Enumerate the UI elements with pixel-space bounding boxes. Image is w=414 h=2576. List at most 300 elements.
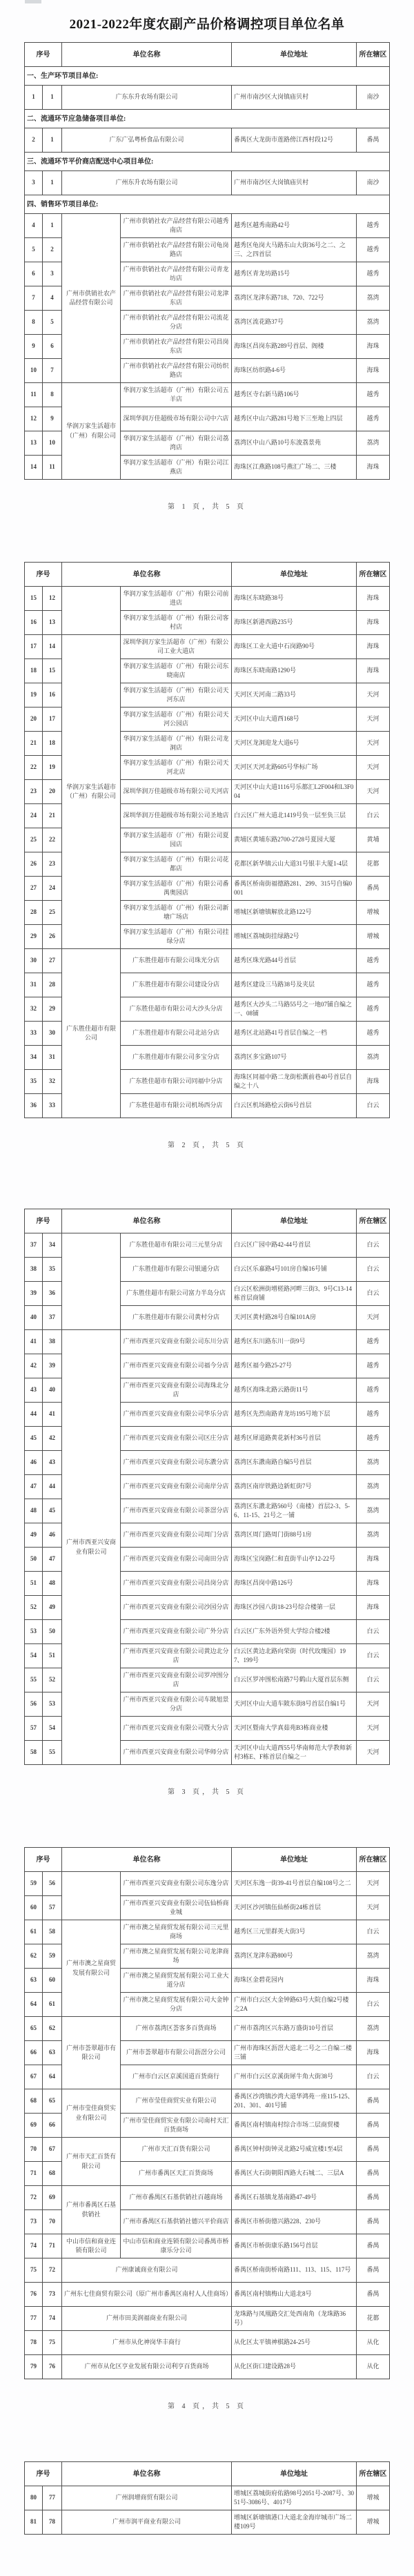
cell-district: 天河 [357, 1896, 390, 1920]
cell-group-name: 华润万家生活超市（广州）有限公司 [62, 635, 121, 949]
cell-seq2: 60 [43, 1969, 62, 1993]
cell-district: 天河 [357, 1872, 390, 1896]
cell-unit-address: 海珠区同福中路二龙街松溉前巷40号首层自编之十八 [232, 1070, 357, 1094]
cell-unit-address: 番禺区大龙街市莲路傍江西村段12号 [232, 128, 357, 153]
cell-unit-name: 深圳华润万佳超级市场有限公司圣地店 [121, 804, 232, 828]
cell-seq2: 54 [43, 1717, 62, 1741]
cell-seq: 27 [25, 877, 43, 901]
cell-seq2: 57 [43, 1896, 62, 1920]
cell-seq2: 69 [43, 2186, 62, 2210]
table-row [25, 2234, 390, 2258]
cell-unit-address: 番禺区南村镇南村综合市场二层商贸楼 [232, 2114, 357, 2138]
cell-seq: 40 [25, 1306, 43, 1330]
cell-seq2: 75 [43, 2331, 62, 2355]
cell-unit-name: 广东胜佳超市有限公司机场西分店 [121, 1094, 232, 1118]
cell-group-name: 广州市澳之星商贸发展有限公司 [62, 1920, 121, 2017]
units-table-page-3 [24, 1209, 390, 1765]
cell-unit-address: 白云区黄边北路向荣街（时代玫瑰园）197、199号 [232, 1644, 357, 1668]
scan-artifact [25, 0, 41, 3]
cell-district: 海珠 [357, 359, 390, 383]
cell-seq: 3 [25, 171, 43, 195]
cell-seq2: 70 [43, 2210, 62, 2234]
cell-seq2: 26 [43, 925, 62, 949]
section-row [25, 153, 390, 171]
cell-seq2: 33 [43, 1094, 62, 1118]
table-row [25, 949, 390, 973]
cell-seq2: 76 [43, 2355, 62, 2379]
cell-district: 天河 [357, 1306, 390, 1330]
cell-seq: 80 [25, 2486, 43, 2510]
cell-seq2: 67 [43, 2138, 62, 2162]
cell-district: 荔湾 [357, 1499, 390, 1523]
cell-group-name: 广州市荟翠超市有限公司 [62, 2017, 121, 2089]
cell-unit-address: 天河区东逸一街39-41号首层自编108号之二 [232, 1872, 357, 1896]
cell-unit-address: 天河区龙洞迎龙大道6号 [232, 732, 357, 756]
cell-district: 天河 [357, 756, 390, 780]
cell-unit-address: 白云区罗冲围松南路7号鹤山大厦首层东侧 [232, 1668, 357, 1692]
cell-seq2: 51 [43, 1644, 62, 1668]
units-table-page-5 [24, 2461, 390, 2535]
cell-unit-address: 番禺区钟村街钟灵北路2号威宜楼1至4层 [232, 2138, 357, 2162]
table-row [25, 1330, 390, 1354]
cell-group-name [62, 1872, 121, 1920]
cell-seq: 67 [25, 2065, 43, 2089]
cell-seq: 45 [25, 1427, 43, 1451]
cell-district: 白云 [357, 1620, 390, 1644]
cell-district: 荔湾 [357, 1451, 390, 1475]
table-row [25, 383, 390, 407]
cell-seq: 6 [25, 262, 43, 286]
cell-unit-name: 广东广弘粤桥食品有限公司 [62, 128, 232, 153]
cell-district: 海珠 [357, 1572, 390, 1596]
cell-seq: 37 [25, 1233, 43, 1258]
cell-seq2: 24 [43, 877, 62, 901]
cell-unit-address: 海珠区东晓南路1290号 [232, 659, 357, 683]
cell-seq2: 3 [43, 262, 62, 286]
cell-district: 越秀 [357, 1403, 390, 1427]
cell-seq: 70 [25, 2138, 43, 2162]
cell-unit-name: 华润万家生活超市（广州）有限公司新塘广场店 [121, 901, 232, 925]
cell-unit-address: 番禺区石基镇龙基南路47-49号 [232, 2186, 357, 2210]
page-footer: 第 1 页，共 5 页 [168, 503, 246, 511]
cell-seq2: 9 [43, 407, 62, 431]
cell-seq2: 15 [43, 659, 62, 683]
cell-unit-address: 越秀区大沙头二马路55号之一地07铺自编之一、08铺 [232, 997, 357, 1022]
cell-district: 海珠 [357, 587, 390, 611]
cell-unit-name: 华润万家生活超市（广州）有限公司东晓南店 [121, 659, 232, 683]
cell-district: 花都 [357, 852, 390, 877]
cell-seq2: 68 [43, 2162, 62, 2186]
cell-unit-address: 白云区广园中路42-44号首层 [232, 1233, 357, 1258]
cell-seq: 56 [25, 1692, 43, 1717]
cell-seq2: 4 [43, 286, 62, 311]
cell-seq: 52 [25, 1596, 43, 1620]
cell-district: 越秀 [357, 1378, 390, 1403]
cell-seq2: 59 [43, 1944, 62, 1969]
col-header-name: 单位名称 [62, 43, 232, 67]
table-row [25, 2331, 390, 2355]
table-row [25, 214, 390, 238]
cell-unit-name: 广州市田美润福商业有限公司 [62, 2307, 232, 2331]
cell-unit-name: 广州市西亚兴安商业有限公司昌岗分店 [121, 1572, 232, 1596]
cell-district: 海珠 [357, 1070, 390, 1094]
cell-unit-address: 番禺区市桥街康乐路156号首层 [232, 2234, 357, 2258]
units-table-page-1 [24, 42, 390, 480]
cell-seq2: 27 [43, 949, 62, 973]
cell-seq: 75 [25, 2258, 43, 2283]
cell-unit-address: 越秀区中山六路281号地下三至地上四层 [232, 407, 357, 431]
cell-unit-name: 广州市供销社农产品经营有限公司龙津东店 [121, 286, 232, 311]
cell-seq2: 44 [43, 1475, 62, 1499]
cell-district: 天河 [357, 780, 390, 804]
cell-seq: 24 [25, 804, 43, 828]
cell-seq2: 38 [43, 1330, 62, 1354]
cell-district: 番禺 [357, 2234, 390, 2258]
cell-seq2: 39 [43, 1354, 62, 1378]
cell-unit-address: 荔湾区多宝路107号 [232, 1046, 357, 1070]
col-header-district: 所在辖区 [357, 2462, 390, 2486]
cell-seq2: 42 [43, 1427, 62, 1451]
cell-seq2: 17 [43, 708, 62, 732]
cell-seq: 9 [25, 335, 43, 359]
cell-district: 越秀 [357, 262, 390, 286]
cell-unit-address: 越秀区青龙坊路15号 [232, 262, 357, 286]
cell-unit-name: 广州市澳之星商贸发展有限公司龙津商场 [121, 1944, 232, 1969]
cell-seq: 33 [25, 1022, 43, 1046]
col-header-district: 所在辖区 [357, 43, 390, 67]
cell-unit-name: 广州市西亚兴安商业有限公司东漖分店 [121, 1451, 232, 1475]
cell-district: 番禺 [357, 2162, 390, 2186]
pages-container [0, 42, 414, 2535]
cell-unit-address: 荔湾区南岸铁路边新虹街7号 [232, 1475, 357, 1499]
cell-district: 越秀 [357, 1427, 390, 1451]
cell-seq: 25 [25, 828, 43, 852]
cell-district: 白云 [357, 1233, 390, 1258]
cell-seq2: 13 [43, 611, 62, 635]
cell-unit-name: 广州市从化区亨业发展有限公司利亨百货商场 [62, 2355, 232, 2379]
cell-unit-address: 从化区太平镇神棋路24-25号 [232, 2331, 357, 2355]
cell-seq: 48 [25, 1499, 43, 1523]
cell-unit-name: 华润万家生活超市（广州）有限公司前进店 [121, 587, 232, 611]
table-row [25, 1233, 390, 1258]
cell-seq2: 71 [43, 2234, 62, 2258]
cell-seq2: 50 [43, 1620, 62, 1644]
cell-unit-name: 华润万家生活超市（广州）有限公司挂绿分店 [121, 925, 232, 949]
cell-group-name: 广州市番禺区石基供销社 [62, 2186, 121, 2234]
cell-seq: 21 [25, 732, 43, 756]
cell-district: 南沙 [357, 171, 390, 195]
cell-seq2: 41 [43, 1403, 62, 1427]
cell-unit-address: 天河区中山大道车陂东街8号首层自编1号 [232, 1692, 357, 1717]
cell-unit-address: 越秀区三元里群英大街3号 [232, 1920, 357, 1944]
cell-unit-name: 广州市西亚兴安商业有限公司暨大分店 [121, 1717, 232, 1741]
section-row [25, 67, 390, 86]
cell-seq: 63 [25, 1969, 43, 1993]
cell-unit-address: 越秀区珠光路44号首层 [232, 949, 357, 973]
cell-seq: 49 [25, 1523, 43, 1548]
cell-unit-address: 番禺区市桥街德兴路228、230号 [232, 2210, 357, 2234]
cell-seq: 66 [25, 2041, 43, 2065]
cell-seq2: 53 [43, 1692, 62, 1717]
cell-unit-address: 番禺区桥南街桥南路111、113、115、117号 [232, 2258, 357, 2283]
cell-seq: 81 [25, 2510, 43, 2535]
cell-seq: 74 [25, 2234, 43, 2258]
cell-unit-address: 黄埔区黄埔东路2700-2728号夏园大厦 [232, 828, 357, 852]
cell-district: 花都 [357, 2307, 390, 2331]
cell-seq: 53 [25, 1620, 43, 1644]
units-table-page-4 [24, 1847, 390, 2379]
cell-district: 越秀 [357, 949, 390, 973]
cell-seq: 46 [25, 1451, 43, 1475]
cell-seq: 73 [25, 2210, 43, 2234]
col-header-address: 单位地址 [232, 43, 357, 67]
cell-seq: 7 [25, 286, 43, 311]
cell-seq: 18 [25, 659, 43, 683]
cell-unit-name: 广州市供销社农产品经营有限公司纺织路店 [121, 359, 232, 383]
cell-unit-name: 华润万家生活超市（广州）有限公司天河东店 [121, 683, 232, 708]
cell-unit-address: 越秀区建设三马路38号及夹层 [232, 973, 357, 997]
cell-seq: 47 [25, 1475, 43, 1499]
cell-seq2: 21 [43, 804, 62, 828]
cell-unit-name: 广州市西亚兴安商业有限公司罗冲围分店 [121, 1668, 232, 1692]
cell-unit-address: 广州市南沙区大岗镇庙贝村 [232, 171, 357, 195]
cell-district: 从化 [357, 2355, 390, 2379]
col-header-address: 单位地址 [232, 2462, 357, 2486]
cell-seq: 65 [25, 2017, 43, 2041]
cell-district: 海珠 [357, 659, 390, 683]
cell-unit-name: 广州市天汇百货有限公司 [121, 2138, 232, 2162]
cell-unit-name: 广东胜佳超市有限公司三元里分店 [121, 1233, 232, 1258]
cell-unit-address: 白云区机场路桧云街6号首层 [232, 1094, 357, 1118]
cell-district: 白云 [357, 1258, 390, 1282]
cell-unit-address: 白云区广州大道北1419号负一层至负三层 [232, 804, 357, 828]
col-header-address: 单位地址 [232, 1209, 357, 1233]
header-row [25, 563, 390, 587]
cell-unit-address: 番禺区大石街朝阳西路大石城二、三层A [232, 2162, 357, 2186]
cell-district: 南沙 [357, 86, 390, 110]
section-title: 四、销售环节项目单位: [25, 195, 390, 214]
cell-unit-name: 广州市番禺区天汇百货商场 [121, 2162, 232, 2186]
cell-unit-address: 广州市荔湾区兴东路万盛街10号首层 [232, 2017, 357, 2041]
cell-seq: 12 [25, 407, 43, 431]
cell-unit-address: 广州市南沙区大岗镇庙贝村 [232, 86, 357, 110]
col-header-no: 序号 [25, 1848, 62, 1872]
cell-unit-name: 广州市西亚兴安商业有限公司福今分店 [121, 1354, 232, 1378]
col-header-name: 单位名称 [62, 1209, 232, 1233]
cell-unit-name: 广东胜佳超市有限公司同福中分店 [121, 1070, 232, 1094]
cell-district: 荔湾 [357, 1944, 390, 1969]
cell-seq: 34 [25, 1046, 43, 1070]
cell-unit-name: 华润万家生活超市（广州）有限公司五羊店 [121, 383, 232, 407]
cell-seq: 79 [25, 2355, 43, 2379]
cell-seq: 31 [25, 973, 43, 997]
cell-unit-name: 广东东升农场有限公司 [62, 86, 232, 110]
cell-district: 增城 [357, 901, 390, 925]
cell-district: 天河 [357, 732, 390, 756]
cell-district: 番禺 [357, 128, 390, 153]
cell-district: 白云 [357, 1094, 390, 1118]
cell-unit-address: 海珠区沙园八街18-23号综合楼第一层 [232, 1596, 357, 1620]
cell-unit-name: 广州市西亚兴安商业有限公司南田分店 [121, 1548, 232, 1572]
cell-group-name: 广州市西亚兴安商业有限公司 [62, 1330, 121, 1765]
cell-unit-name: 广州东升农场有限公司 [62, 171, 232, 195]
cell-district: 从化 [357, 2331, 390, 2355]
cell-seq2: 34 [43, 1233, 62, 1258]
page-footer: 第 2 页，共 5 页 [168, 1142, 246, 1149]
cell-district: 荔湾 [357, 1046, 390, 1070]
cell-seq: 4 [25, 214, 43, 238]
section-row [25, 195, 390, 214]
col-header-address: 单位地址 [232, 563, 357, 587]
page-footer: 第 4 页，共 5 页 [168, 2403, 246, 2410]
cell-unit-address: 龙珠路与凤凰路交汇处西南角（龙珠路36号） [232, 2307, 357, 2331]
cell-unit-address: 荔湾区龙津东路718、720、722号 [232, 286, 357, 311]
cell-unit-name: 深圳华润万佳超级市场有限公司中六店 [121, 407, 232, 431]
cell-district: 越秀 [357, 973, 390, 997]
cell-district: 番禺 [357, 2186, 390, 2210]
cell-district: 番禺 [357, 877, 390, 901]
cell-unit-name: 广州市荔湾区荟客多百货商场 [121, 2017, 232, 2041]
cell-unit-name: 广州市西亚兴安商业有限公司车陂旭景分店 [121, 1692, 232, 1717]
cell-unit-name: 广州市荟翠超市有限公司沥滘分公司 [121, 2041, 232, 2065]
cell-unit-address: 海珠区昌岗中路126号 [232, 1572, 357, 1596]
cell-group-name [62, 587, 121, 635]
cell-seq2: 37 [43, 1306, 62, 1330]
cell-seq2: 72 [43, 2258, 62, 2283]
cell-district: 黄埔 [357, 828, 390, 852]
cell-seq2: 36 [43, 1282, 62, 1306]
cell-seq: 13 [25, 431, 43, 456]
cell-unit-address: 从化区街口建设路28号 [232, 2355, 357, 2379]
cell-unit-address: 广州市海珠区沥滘大道北二号之二自编二楼三铺 [232, 2041, 357, 2065]
cell-seq2: 10 [43, 431, 62, 456]
cell-unit-name: 华润万家生活超市（广州）有限公司荔湾店 [121, 431, 232, 456]
section-title: 一、生产环节项目单位: [25, 67, 390, 86]
cell-seq2: 28 [43, 973, 62, 997]
cell-seq: 77 [25, 2307, 43, 2331]
cell-seq: 38 [25, 1258, 43, 1282]
cell-district: 越秀 [357, 383, 390, 407]
cell-seq: 64 [25, 1993, 43, 2017]
cell-seq2: 40 [43, 1378, 62, 1403]
cell-unit-name: 广州市西亚兴安商业有限公司伍仙桥商业城 [121, 1896, 232, 1920]
cell-district: 海珠 [357, 1969, 390, 1993]
cell-group-name: 广州市天汇百货有限公司 [62, 2138, 121, 2186]
cell-seq: 50 [25, 1548, 43, 1572]
cell-seq: 22 [25, 756, 43, 780]
cell-unit-address: 海珠区江燕路108号燕汇广场二、三楼 [232, 456, 357, 480]
cell-district: 白云 [357, 1993, 390, 2017]
cell-district: 番禺 [357, 2210, 390, 2234]
table-row [25, 1920, 390, 1944]
cell-unit-name: 广州润增商贸有限公司 [62, 2486, 232, 2510]
cell-group-name: 广州市供销社农产品经营有限公司 [62, 214, 121, 383]
cell-seq2: 25 [43, 901, 62, 925]
cell-unit-name: 广州市澳之星商贸发展有限公司大金钟分店 [121, 1993, 232, 2017]
cell-seq: 76 [25, 2283, 43, 2307]
cell-unit-address: 越秀区先烈南路青龙坊195号地下层 [232, 1403, 357, 1427]
cell-unit-name: 华润万家生活超市（广州）有限公司花都店 [121, 852, 232, 877]
cell-seq: 44 [25, 1403, 43, 1427]
cell-unit-name: 广东胜佳超市有限公司珠光分店 [121, 949, 232, 973]
cell-seq: 57 [25, 1717, 43, 1741]
cell-unit-address: 海珠区东晓路38号 [232, 587, 357, 611]
cell-seq2: 1 [43, 214, 62, 238]
table-row [25, 2258, 390, 2283]
cell-district: 天河 [357, 1692, 390, 1717]
cell-unit-address: 天河区中山大道西168号 [232, 708, 357, 732]
section-title: 二、流通环节应急储备项目单位: [25, 110, 390, 128]
cell-district: 越秀 [357, 997, 390, 1022]
cell-unit-name: 广州市供销社农产品经营有限公司昌岗东店 [121, 335, 232, 359]
page-title: 2021-2022年度农副产品价格调控项目单位名单 [69, 17, 345, 32]
cell-district: 番禺 [357, 2138, 390, 2162]
cell-seq2: 48 [43, 1572, 62, 1596]
cell-unit-name: 广州市西亚兴安商业有限公司东川分店 [121, 1330, 232, 1354]
cell-district: 白云 [357, 804, 390, 828]
cell-seq2: 74 [43, 2307, 62, 2331]
cell-district: 天河 [357, 708, 390, 732]
cell-unit-name: 广东胜佳超市有限公司多宝分店 [121, 1046, 232, 1070]
cell-unit-name: 华润万家生活超市（广州）有限公司龙洞店 [121, 732, 232, 756]
cell-unit-name: 广东胜佳超市有限公司银通分店 [121, 1258, 232, 1282]
cell-seq2: 6 [43, 335, 62, 359]
cell-unit-name: 华润万家生活超市（广州）有限公司客村店 [121, 611, 232, 635]
table-row [25, 2486, 390, 2510]
cell-seq2: 18 [43, 732, 62, 756]
cell-unit-name: 华润万家生活超市（广州）有限公司夏园店 [121, 828, 232, 852]
cell-unit-name: 广州东七佳商贸有限公司（原广州市番禺区南村人人佳商场） [62, 2283, 232, 2307]
cell-district: 白云 [357, 2065, 390, 2089]
cell-seq: 20 [25, 708, 43, 732]
cell-unit-address: 越秀区东川路东川一街9号 [232, 1330, 357, 1354]
cell-unit-name: 广州市供销社农产品经营有限公司流花分店 [121, 311, 232, 335]
table-row [25, 2017, 390, 2041]
cell-unit-name: 广州市西亚兴安商业有限公司华师分店 [121, 1741, 232, 1765]
cell-seq2: 22 [43, 828, 62, 852]
cell-group-name: 中山市信和商业连锁有限公司 [62, 2234, 121, 2258]
cell-seq2: 29 [43, 997, 62, 1022]
col-header-name: 单位名称 [62, 563, 232, 587]
cell-seq2: 30 [43, 1022, 62, 1046]
cell-district: 越秀 [357, 1330, 390, 1354]
cell-seq2: 31 [43, 1046, 62, 1070]
cell-seq: 29 [25, 925, 43, 949]
cell-seq2: 77 [43, 2486, 62, 2510]
cell-unit-address: 广州市白云区京溪街犀牛角大街38号 [232, 2065, 357, 2089]
cell-unit-address: 天河区暨南大学真茹苑B3栋商业楼 [232, 1717, 357, 1741]
cell-seq2: 62 [43, 2017, 62, 2041]
cell-unit-address: 越秀区越秀南路42号 [232, 214, 357, 238]
cell-seq: 30 [25, 949, 43, 973]
cell-unit-name: 广州市西亚兴安商业有限公司区庄分店 [121, 1427, 232, 1451]
cell-seq2: 47 [43, 1548, 62, 1572]
cell-seq: 5 [25, 238, 43, 262]
cell-unit-name: 广州市西亚兴安商业有限公司广外分店 [121, 1620, 232, 1644]
cell-seq: 8 [25, 311, 43, 335]
cell-seq2: 1 [43, 128, 62, 153]
cell-seq2: 1 [43, 171, 62, 195]
table-row [25, 2355, 390, 2379]
cell-unit-name: 广东胜佳超市有限公司黄村分店 [121, 1306, 232, 1330]
cell-unit-address: 海珠区昌岗东路289号首层、阁楼 [232, 335, 357, 359]
cell-unit-name: 广州市西亚兴安商业有限公司黄边北分店 [121, 1644, 232, 1668]
cell-unit-name: 广州市西亚兴安商业有限公司周门分店 [121, 1523, 232, 1548]
cell-unit-name: 广州市莹佳商贸实业有限公司 [121, 2089, 232, 2114]
cell-unit-address: 增城区荔城街挂绿路2号 [232, 925, 357, 949]
section-title: 三、流通环节平价商店配送中心项目单位: [25, 153, 390, 171]
table-row [25, 128, 390, 153]
